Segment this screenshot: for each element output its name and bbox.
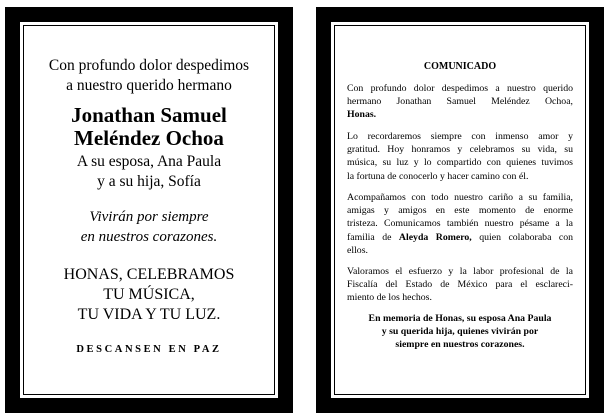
- left-card-border: [5, 7, 293, 413]
- right-card: [331, 22, 589, 398]
- tribute-text: HONAS, CELEBRAMOS TU MÚSICA, TU VIDA Y TU LUZ.: [63, 266, 235, 323]
- rest-in-peace: DESCANSEN EN PAZ: [76, 344, 222, 355]
- paragraph-3: Acompañamos con todo nuestro cariño a su familia, amigas y amigos en este momento de enorme tristeza. Comunicamos también nuestro pésame a la familia de Aleyda Romero, quien colaboraba con ellos.: [347, 192, 574, 256]
- memorial-quote: Vivirán por siempre en nuestros corazones.: [80, 209, 218, 245]
- paragraph-4: Valoramos el esfuerzo y la labor profesional de la Fiscalía del Estado de México para el esclareci- miento de los hechos.: [347, 266, 573, 304]
- right-card-border: [316, 7, 604, 413]
- closing-memorial: En memoria de Honas, su esposa Ana Paula y su querida hija, quienes vivirán por siempre en nuestros corazones.: [368, 313, 552, 351]
- paragraph-2: Lo recordaremos siempre con inmenso amor y gratitud. Hoy honramos y celebramos su vida, su música, su luz y lo compartido con quienes tuvimos la fortuna de conocerlo y hacer camino con él.: [347, 131, 573, 182]
- left-card: [20, 22, 278, 398]
- communique-heading: COMUNICADO: [423, 61, 497, 72]
- family-text: A su esposa, Ana Paula y a su hija, Sofía: [76, 153, 222, 190]
- deceased-name: Jonathan Samuel Meléndez Ochoa: [71, 103, 227, 150]
- intro-text: Con profundo dolor despedimos a nuestro querido hermano: [48, 57, 250, 94]
- paragraph-1: Con profundo dolor despedimos a nuestro querido hermano Jonathan Samuel Meléndez Ochoa, Honas.: [347, 83, 573, 121]
